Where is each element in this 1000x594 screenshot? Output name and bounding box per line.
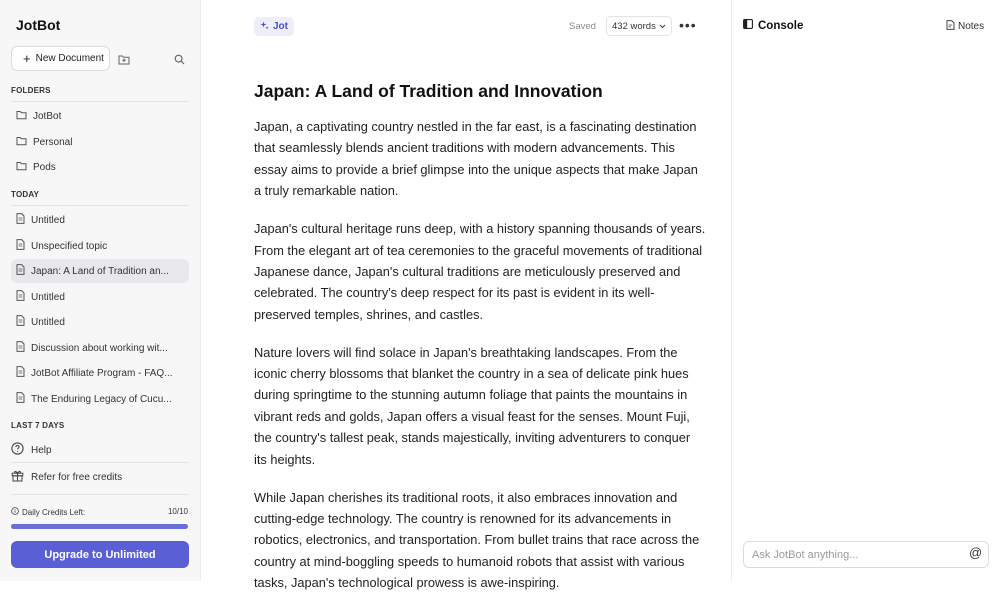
- credits-count: 10/10: [167, 507, 188, 516]
- document-item[interactable]: [11, 361, 189, 385]
- document-label: Untitled: [31, 214, 65, 226]
- upgrade-button[interactable]: Upgrade to Unlimited: [11, 541, 189, 568]
- more-options-icon[interactable]: •••: [679, 17, 697, 33]
- document-icon: [16, 315, 25, 329]
- folder-icon: [16, 136, 27, 149]
- credits-progress-fill: [11, 524, 188, 529]
- jot-button[interactable]: [254, 17, 294, 36]
- refer-label: Refer for free credits: [31, 471, 123, 483]
- help-label: Help: [31, 444, 52, 456]
- search-icon[interactable]: [172, 52, 186, 66]
- folder-label: Pods: [33, 161, 56, 173]
- document-label: JotBot Affiliate Program - FAQ...: [31, 367, 173, 379]
- new-document-label: New Document: [35, 53, 104, 64]
- last-7-days-heading: LAST 7 DAYS: [11, 421, 65, 430]
- sidebar-toggle-icon[interactable]: [743, 19, 753, 32]
- document-title[interactable]: Japan: A Land of Tradition and Innovation: [254, 81, 603, 101]
- folder-item-jotbot[interactable]: [11, 104, 189, 128]
- console-header: [743, 19, 803, 32]
- credits-progress-bar: [11, 524, 188, 529]
- refer-link[interactable]: [11, 465, 189, 489]
- document-paragraph[interactable]: Japan, a captivating country nestled in the far east, is a fascinating destination that seamlessly blends ancient traditions with modern advancements. This essay aims to provide a brief glimpse into the unique aspects that make Japan a truly remarkable nation.: [254, 119, 698, 199]
- folder-label: JotBot: [33, 110, 62, 122]
- folders-heading: FOLDERS: [11, 86, 51, 95]
- gift-icon: [11, 469, 24, 485]
- folder-label: Personal: [33, 136, 73, 148]
- document-paragraph[interactable]: While Japan cherishes its traditional roots, it also embraces innovation and cutting-edge technology. The country is renowned for its advancements in robotics, electronics, and transportation. From bullet trains that race across the country at mind-boggling speeds to humanoid robots that assist with various tasks, Japan's technological prowess is awe-inspiring.: [254, 489, 700, 591]
- help-link[interactable]: [11, 438, 189, 462]
- info-icon: [11, 507, 19, 517]
- console-title: Console: [758, 19, 804, 32]
- help-icon: [11, 442, 24, 458]
- word-count-dropdown[interactable]: [606, 16, 672, 36]
- divider: [11, 462, 189, 463]
- save-status: Saved: [569, 21, 596, 32]
- jot-label: Jot: [273, 21, 288, 32]
- document-icon: [16, 366, 25, 380]
- document-label: Untitled: [31, 291, 65, 303]
- chevron-down-icon: [659, 21, 666, 32]
- sidebar: [0, 0, 201, 581]
- document-icon: [16, 392, 25, 406]
- note-icon: [946, 20, 955, 33]
- divider: [11, 101, 189, 102]
- folder-item-pods[interactable]: [11, 155, 189, 179]
- console-panel: [731, 0, 1000, 581]
- divider: [11, 494, 189, 495]
- at-mention-icon[interactable]: @: [969, 545, 983, 560]
- divider: [11, 205, 189, 206]
- document-label: Discussion about working wit...: [31, 342, 168, 354]
- document-item[interactable]: [11, 336, 189, 360]
- document-item[interactable]: [11, 208, 189, 232]
- document-paragraph[interactable]: Japan's cultural heritage runs deep, with a history spanning thousands of years. From the elegant art of tea ceremonies to the graceful movements of traditional Japanese dance, Japan's cultural traditions are meticulously preserved and celebrated. The country's deep respect for its past is evident in its well-preserved temples, shrines, and castles.: [254, 221, 706, 322]
- new-folder-icon[interactable]: [117, 52, 131, 66]
- document-icon: [16, 290, 25, 304]
- new-document-button[interactable]: [11, 46, 110, 71]
- document-label: Unspecified topic: [31, 240, 108, 252]
- folder-icon: [16, 110, 27, 123]
- document-label: Untitled: [31, 316, 65, 328]
- folder-item-personal[interactable]: [11, 130, 189, 154]
- today-heading: TODAY: [11, 190, 40, 199]
- document-item-active[interactable]: [11, 259, 189, 283]
- app-title: JotBot: [16, 17, 61, 33]
- word-count-label: 432 words: [612, 20, 656, 32]
- notes-label: Notes: [958, 21, 985, 32]
- document-item[interactable]: [11, 234, 189, 258]
- sparkle-icon: [260, 21, 269, 33]
- document-icon: [16, 213, 25, 227]
- document-item[interactable]: [11, 285, 189, 309]
- document-editor[interactable]: [254, 78, 706, 594]
- document-icon: [16, 239, 25, 253]
- notes-button[interactable]: [946, 20, 984, 33]
- document-icon: [16, 264, 25, 278]
- document-label: The Enduring Legacy of Cucu...: [31, 393, 172, 405]
- folder-icon: [16, 161, 27, 174]
- document-paragraph[interactable]: Nature lovers will find solace in Japan's breathtaking landscapes. From the iconic cherry blossoms that blanket the country in a sea of delicate pink hues during springtime to the stunning autumn foliage that paints the mountains in vibrant reds and golds, Japan offers a visual feast for the senses. Mount Fuji, the country's tallest peak, stands majestically, inviting adventurers to conquer its heights.: [254, 344, 691, 467]
- plus-icon: +: [23, 51, 31, 66]
- document-item[interactable]: [11, 387, 189, 411]
- credits-label-text: Daily Credits Left:: [22, 507, 86, 517]
- ask-jotbot-input[interactable]: [743, 541, 989, 568]
- credits-label: [11, 507, 85, 517]
- document-icon: [16, 341, 25, 355]
- document-label: Japan: A Land of Tradition an...: [31, 265, 169, 277]
- document-item[interactable]: [11, 310, 189, 334]
